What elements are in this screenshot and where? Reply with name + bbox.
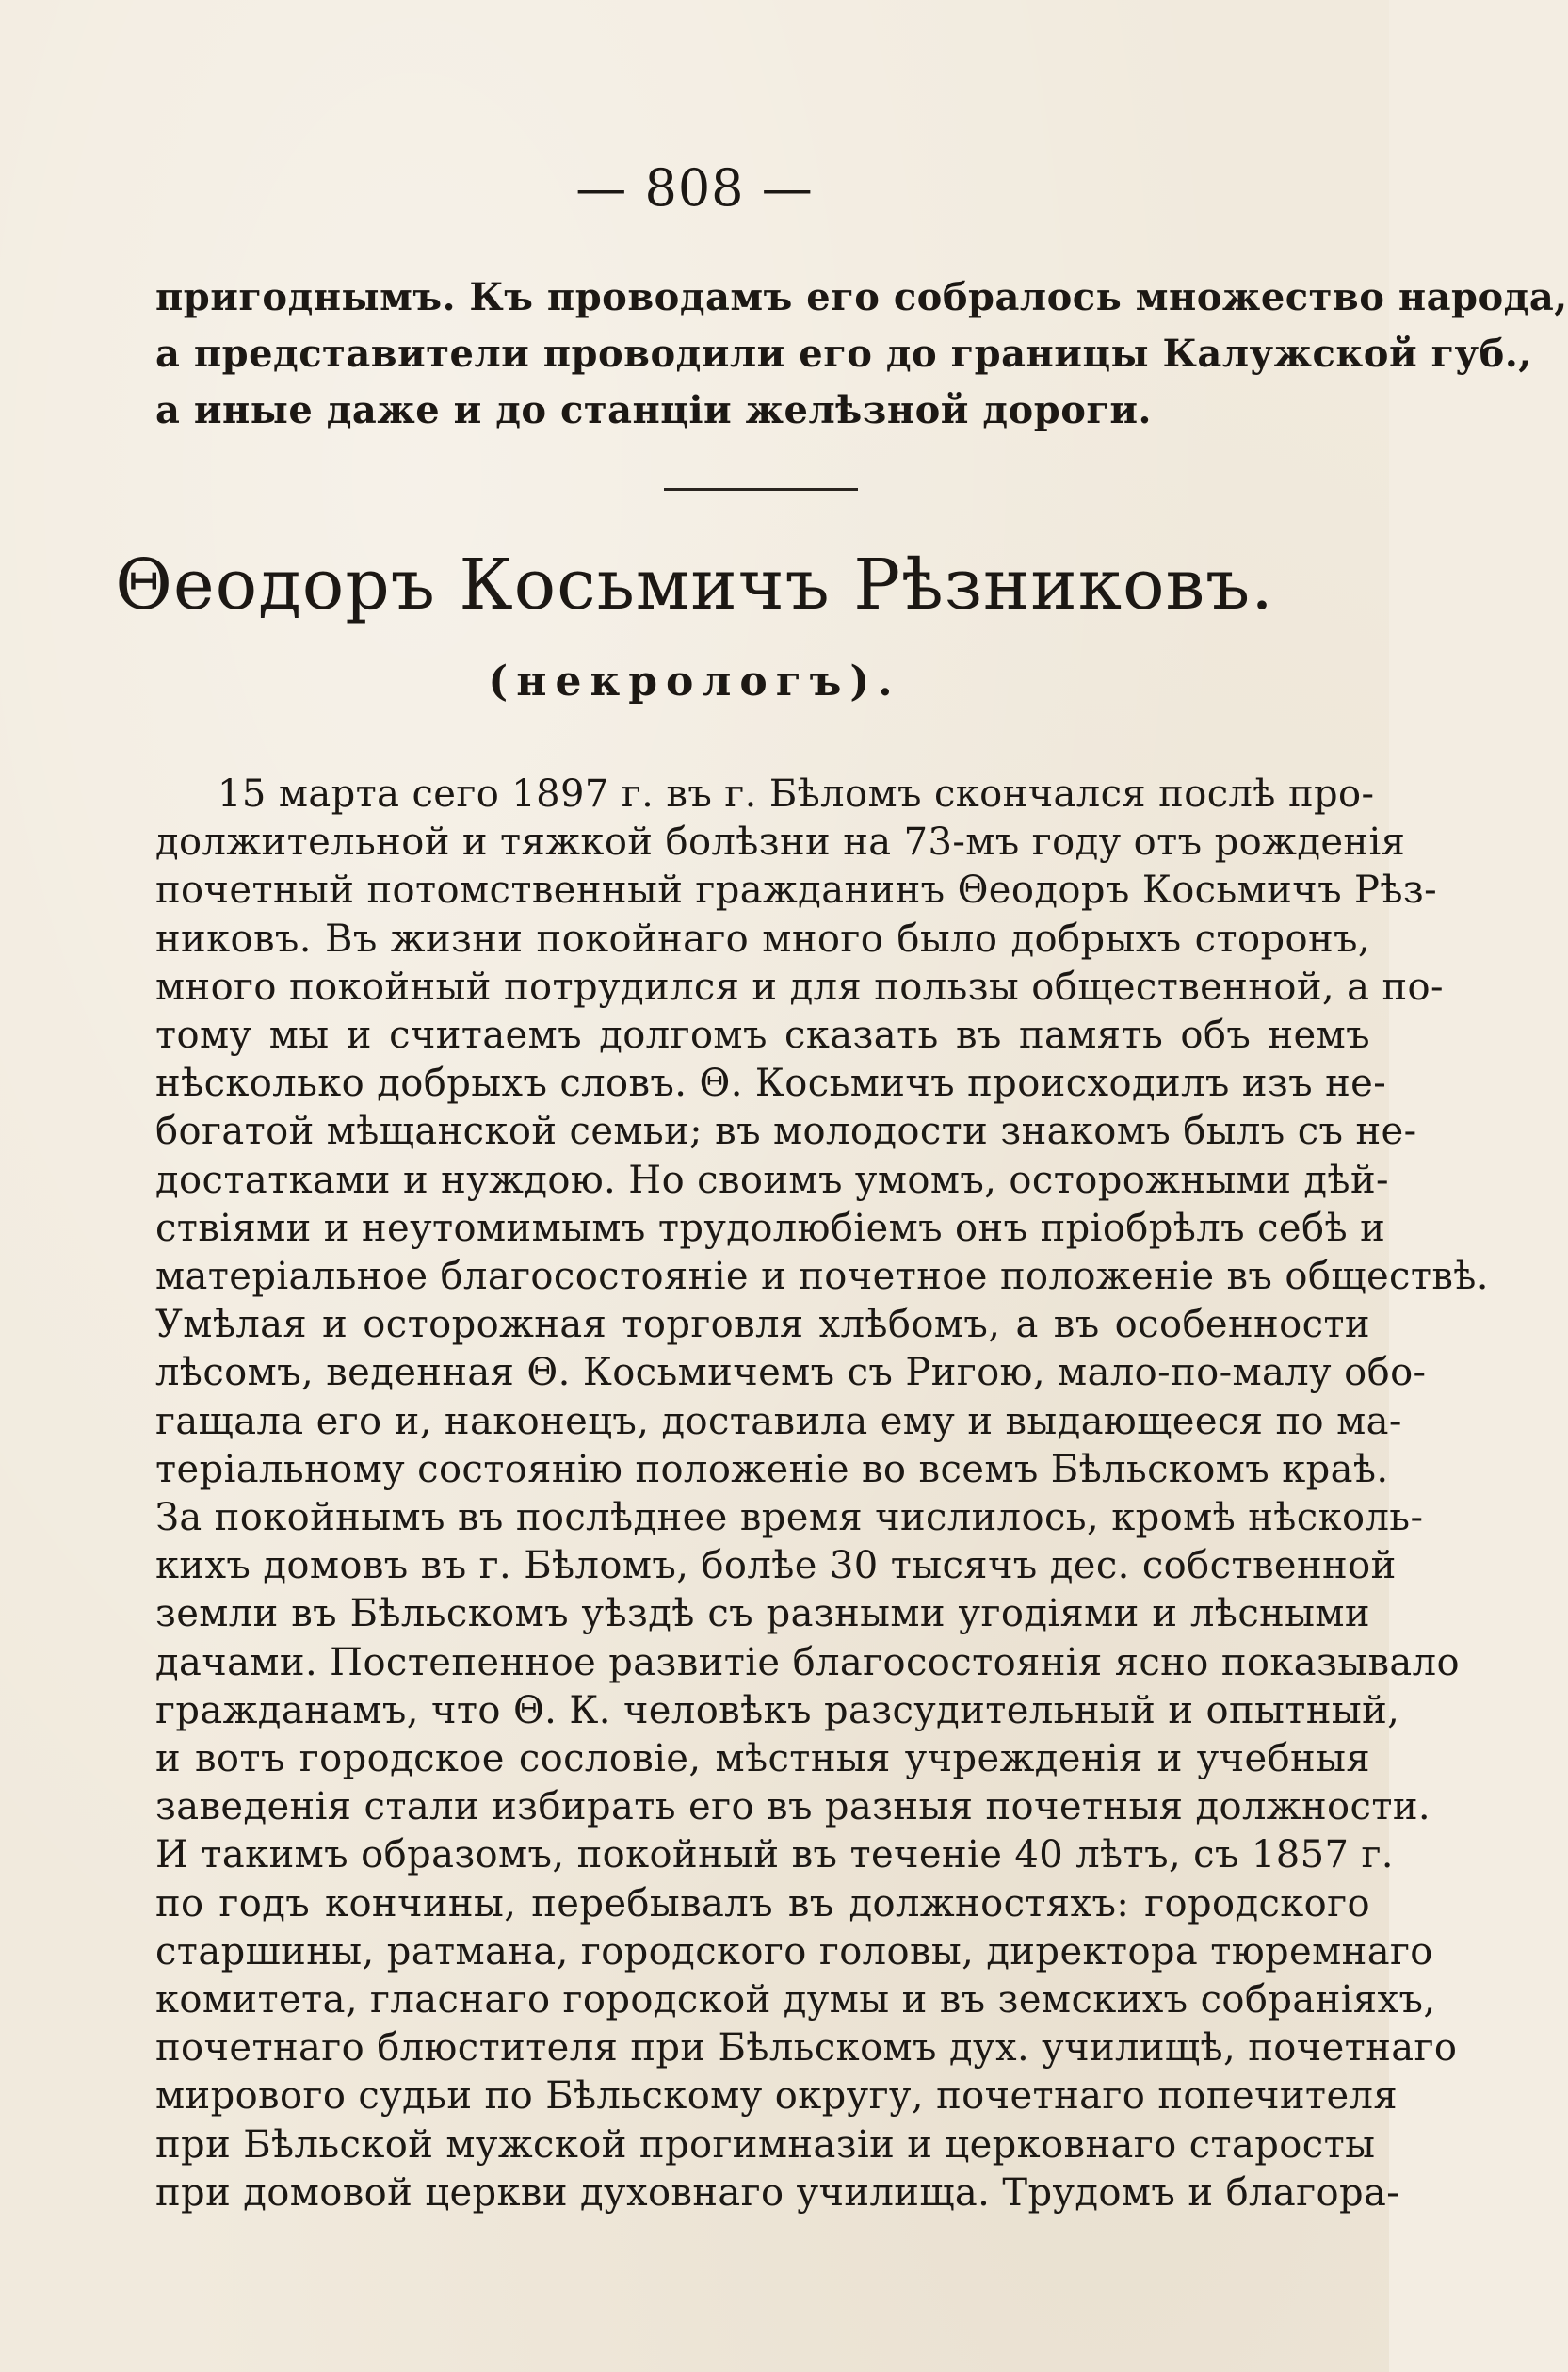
body-line: И такимъ образомъ, покойный въ теченіе 40 лѣтъ, съ 1857 г. bbox=[155, 1833, 1394, 1877]
article-body bbox=[155, 771, 1489, 2218]
body-line: при Бѣльской мужской прогимназіи и церковнаго старосты bbox=[155, 2122, 1376, 2167]
section-divider bbox=[664, 488, 858, 491]
page-number: — 808 — bbox=[575, 158, 814, 218]
body-line: достатками и нуждою. Но своимъ умомъ, осторожными дѣй- bbox=[155, 1158, 1389, 1202]
body-line: почетнаго блюстителя при Бѣльскомъ дух. училищѣ, почетнаго bbox=[155, 2026, 1458, 2071]
article-title: Θеодоръ Косьмичъ Рѣзниковъ. bbox=[115, 544, 1274, 625]
body-line: тому мы и считаемъ долгомъ сказать въ память объ немъ bbox=[155, 1014, 1370, 1058]
body-line: старшины, ратмана, городского головы, директора тюремнаго bbox=[155, 1929, 1433, 1974]
body-line: земли въ Бѣльскомъ уѣздѣ съ разными угодіями и лѣсными bbox=[155, 1592, 1370, 1636]
article-subtitle: (некрологъ). bbox=[488, 658, 901, 706]
body-line: богатой мѣщанской семьи; въ молодости знакомъ былъ съ не- bbox=[155, 1110, 1417, 1154]
body-line: гащала его и, наконецъ, доставила ему и выдающееся по ма- bbox=[155, 1399, 1402, 1443]
intro-line: а иные даже и до станціи желѣзной дороги. bbox=[155, 388, 1152, 432]
body-line: должительной и тяжкой болѣзни на 73-мъ году отъ рожденія bbox=[155, 820, 1406, 865]
body-line: мирового судьи по Бѣльскому округу, почетнаго попечителя bbox=[155, 2074, 1398, 2119]
body-line: дачами. Постепенное развитіе благосостоянія ясно показывало bbox=[155, 1640, 1460, 1684]
body-line: гражданамъ, что Θ. К. человѣкъ разсудительный и опытный, bbox=[155, 1688, 1400, 1732]
body-line: и вотъ городское сословіе, мѣстныя учрежденія и учебныя bbox=[155, 1737, 1370, 1781]
body-line: много покойный потрудился и для пользы общественной, а по- bbox=[155, 965, 1444, 1009]
body-line: кихъ домовъ въ г. Бѣломъ, болѣе 30 тысячъ дес. собственной bbox=[155, 1544, 1397, 1588]
body-line: нѣсколько добрыхъ словъ. Θ. Косьмичъ происходилъ изъ не- bbox=[155, 1062, 1387, 1106]
body-line: никовъ. Въ жизни покойнаго много было добрыхъ сторонъ, bbox=[155, 917, 1370, 961]
body-line: лѣсомъ, веденная Θ. Косьмичемъ съ Ригою, мало-по-малу обо- bbox=[155, 1351, 1427, 1395]
body-line: почетный потомственный гражданинъ Θеодоръ Косьмичъ Рѣз- bbox=[155, 869, 1438, 913]
intro-line: а представители проводили его до границы Калужской губ., bbox=[155, 332, 1532, 376]
body-line: комитета, гласнаго городской думы и въ земскихъ собраніяхъ, bbox=[155, 1978, 1436, 2023]
body-line: заведенія стали избирать его въ разныя почетныя должности. bbox=[155, 1785, 1431, 1829]
body-line: по годъ кончины, перебывалъ въ должностяхъ: городского bbox=[155, 1881, 1370, 1925]
body-line: при домовой церкви духовнаго училища. Трудомъ и благора- bbox=[155, 2170, 1400, 2215]
intro-paragraph bbox=[155, 269, 1568, 439]
body-line: ствіями и неутомимымъ трудолюбіемъ онъ пріобрѣлъ себѣ и bbox=[155, 1206, 1386, 1250]
body-line: Умѣлая и осторожная торговля хлѣбомъ, а въ особенности bbox=[155, 1303, 1370, 1347]
intro-line: пригоднымъ. Къ проводамъ его собралось множество народа, bbox=[155, 275, 1568, 319]
body-line: матеріальное благосостояніе и почетное положеніе въ обществѣ. bbox=[155, 1255, 1489, 1299]
body-line: теріальному состоянію положеніе во всемъ Бѣльскомъ краѣ. bbox=[155, 1447, 1389, 1491]
body-line: 15 марта сего 1897 г. въ г. Бѣломъ скончался послѣ про- bbox=[218, 772, 1375, 816]
body-line: За покойнымъ въ послѣднее время числилось, кромѣ нѣсколь- bbox=[155, 1496, 1424, 1540]
